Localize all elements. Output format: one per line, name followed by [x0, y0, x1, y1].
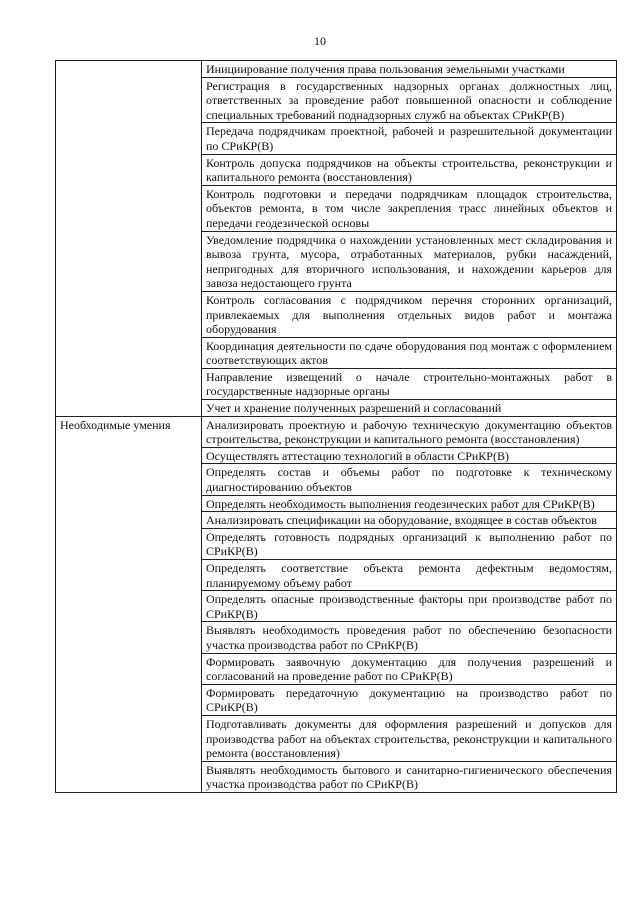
item-cell: Выявлять необходимость проведения работ по обеспечению безопасности участка производства работ по СРиКР(В) — [202, 622, 617, 653]
item-cell: Контроль согласования с подрядчиком перечня сторонних организаций, привлекаемых для выполнения отдельных видов работ и монтажа оборудования — [202, 291, 617, 337]
item-cell: Координация деятельности по сдаче оборудования под монтаж с оформлением соответствующих актов — [202, 337, 617, 368]
item-cell: Определять необходимость выполнения геодезических работ для СРиКР(В) — [202, 495, 617, 512]
item-cell: Определять готовность подрядных организаций к выполнению работ по СРиКР(В) — [202, 528, 617, 559]
item-cell: Подготавливать документы для оформления разрешений и допусков для производства работ на объектах строительства, реконструкции и капитального ремонта (восстановления) — [202, 715, 617, 761]
item-cell: Контроль подготовки и передачи подрядчикам площадок строительства, объектов ремонта, в том числе закрепления трасс линейных объектов и передачи геодезической основы — [202, 185, 617, 231]
item-cell: Определять состав и объемы работ по подготовке к техническому диагностированию объектов — [202, 464, 617, 495]
item-cell: Инициирование получения права пользования земельными участками — [202, 61, 617, 78]
table-row — [56, 416, 617, 447]
item-cell: Определять соответствие объекта ремонта дефектным ведомостям, планируемому объему работ — [202, 560, 617, 591]
group-label-cell — [56, 61, 202, 417]
table-row — [56, 61, 617, 78]
item-cell: Анализировать проектную и рабочую техническую документацию объектов строительства, реконструкции и капитального ремонта (восстановления) — [202, 416, 617, 447]
item-cell: Определять опасные производственные факторы при производстве работ по СРиКР(В) — [202, 591, 617, 622]
item-cell: Осуществлять аттестацию технологий в области СРиКР(В) — [202, 447, 617, 464]
item-cell: Передача подрядчикам проектной, рабочей и разрешительной документации по СРиКР(В) — [202, 123, 617, 154]
item-cell: Анализировать спецификации на оборудование, входящее в состав объектов — [202, 512, 617, 529]
item-cell: Контроль допуска подрядчиков на объекты строительства, реконструкции и капитального ремонта (восстановления) — [202, 154, 617, 185]
group-label-cell: Необходимые умения — [56, 416, 202, 792]
requirements-table — [55, 60, 617, 793]
item-cell: Регистрация в государственных надзорных органах должностных лиц, ответственных за проведение работ повышенной опасности и соблюдение специальных требований поднадзорных служб на объектах СРиКР(В) — [202, 77, 617, 123]
item-cell: Направление извещений о начале строительно-монтажных работ в государственные надзорные органы — [202, 368, 617, 399]
item-cell: Выявлять необходимость бытового и санитарно-гигиенического обеспечения участка производства работ по СРиКР(В) — [202, 761, 617, 792]
item-cell: Формировать передаточную документацию на производство работ по СРиКР(В) — [202, 684, 617, 715]
item-cell: Учет и хранение полученных разрешений и согласований — [202, 400, 617, 417]
item-cell: Формировать заявочную документацию для получения разрешений и согласований на проведение работ по СРиКР(В) — [202, 653, 617, 684]
page-number: 10 — [314, 34, 326, 48]
item-cell: Уведомление подрядчика о нахождении установленных мест складирования и вывоза грунта, мусора, отработанных материалов, рубки насаждений, непригодных для вторичного использования, и нахождении карьеров для завоза недостающего грунта — [202, 231, 617, 291]
